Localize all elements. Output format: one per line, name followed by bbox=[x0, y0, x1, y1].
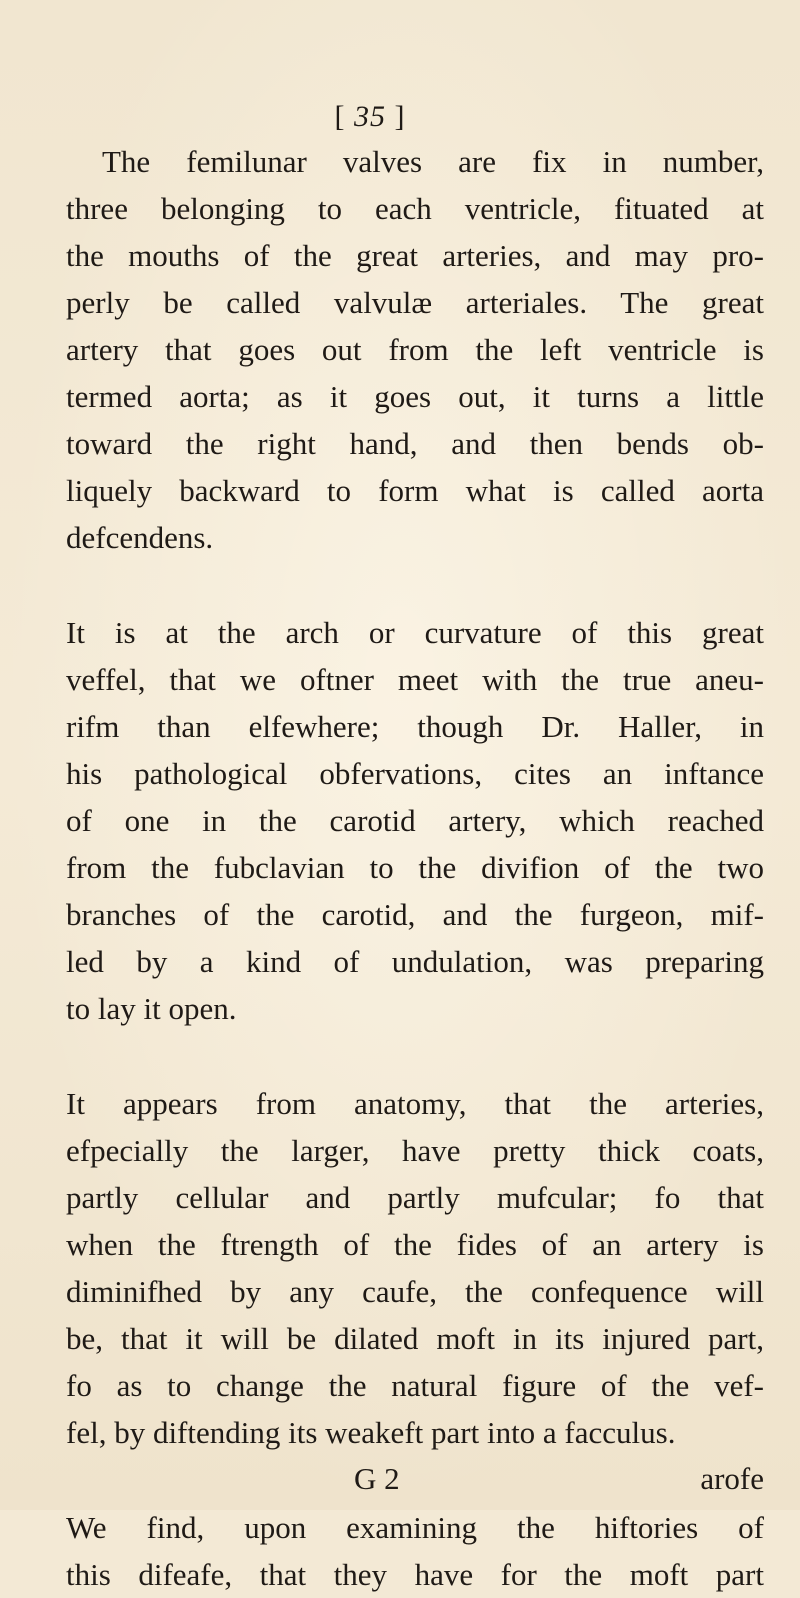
text-line: this difeafe, that they have for the moft part bbox=[66, 1557, 764, 1592]
text-line: It is at the arch or curvature of this great bbox=[66, 615, 764, 650]
text-line: diminifhed by any caufe, the confequence will bbox=[66, 1274, 764, 1309]
text-line: rifm than elfewhere; though Dr. Haller, in bbox=[66, 709, 764, 744]
catchword: arofe bbox=[700, 1461, 764, 1496]
text-line: branches of the carotid, and the furgeon, mif- bbox=[66, 897, 764, 932]
text-line: The femilunar valves are fix in number, bbox=[102, 144, 764, 179]
signature-mark: G 2 bbox=[354, 1461, 400, 1496]
text-line: his pathological obfervations, cites an inftance bbox=[66, 756, 764, 791]
paragraph-spacer bbox=[66, 1032, 764, 1080]
paragraph-4 bbox=[66, 1504, 764, 1598]
text-line: be, that it will be dilated moft in its injured part, bbox=[66, 1321, 764, 1356]
text-line: liquely backward to form what is called aorta bbox=[66, 473, 764, 508]
page-number-close-bracket: ] bbox=[386, 100, 406, 133]
text-line: toward the right hand, and then bends ob- bbox=[66, 426, 764, 461]
text-line: led by a kind of undulation, was preparing bbox=[66, 944, 764, 979]
text-line: We find, upon examining the hiftories of bbox=[66, 1510, 764, 1545]
page-number bbox=[0, 100, 740, 134]
text-line: the mouths of the great arteries, and may pro- bbox=[66, 238, 764, 273]
text-line: termed aorta; as it goes out, it turns a little bbox=[66, 379, 764, 414]
text-line: fo as to change the natural figure of the vef- bbox=[66, 1368, 764, 1403]
page-number-value: 35 bbox=[354, 100, 386, 133]
text-line: when the ftrength of the fides of an artery is bbox=[66, 1227, 764, 1262]
text-line: perly be called valvulæ arteriales. The great bbox=[66, 285, 764, 320]
text-line: three belonging to each ventricle, fituated at bbox=[66, 191, 764, 226]
text-line: artery that goes out from the left ventricle is bbox=[66, 332, 764, 367]
page-footer bbox=[66, 1455, 764, 1502]
text-line: to lay it open. bbox=[66, 991, 237, 1026]
body-text bbox=[66, 138, 764, 1598]
text-line: of one in the carotid artery, which reached bbox=[66, 803, 764, 838]
text-line: defcendens. bbox=[66, 520, 214, 555]
paragraph-2 bbox=[66, 609, 764, 1032]
text-line: efpecially the larger, have pretty thick coats, bbox=[66, 1133, 764, 1168]
text-line: from the fubclavian to the divifion of the two bbox=[66, 850, 764, 885]
text-line: veffel, that we oftner meet with the true aneu- bbox=[66, 662, 764, 697]
text-line: fel, by diftending its weakeft part into a facculus. bbox=[66, 1415, 676, 1450]
paragraph-spacer bbox=[66, 561, 764, 609]
page-number-open-bracket: [ bbox=[334, 100, 354, 133]
paragraph-3 bbox=[66, 1080, 764, 1456]
paragraph-1 bbox=[66, 138, 764, 561]
text-line: partly cellular and partly mufcular; fo that bbox=[66, 1180, 764, 1215]
text-line: It appears from anatomy, that the arteries, bbox=[66, 1086, 764, 1121]
